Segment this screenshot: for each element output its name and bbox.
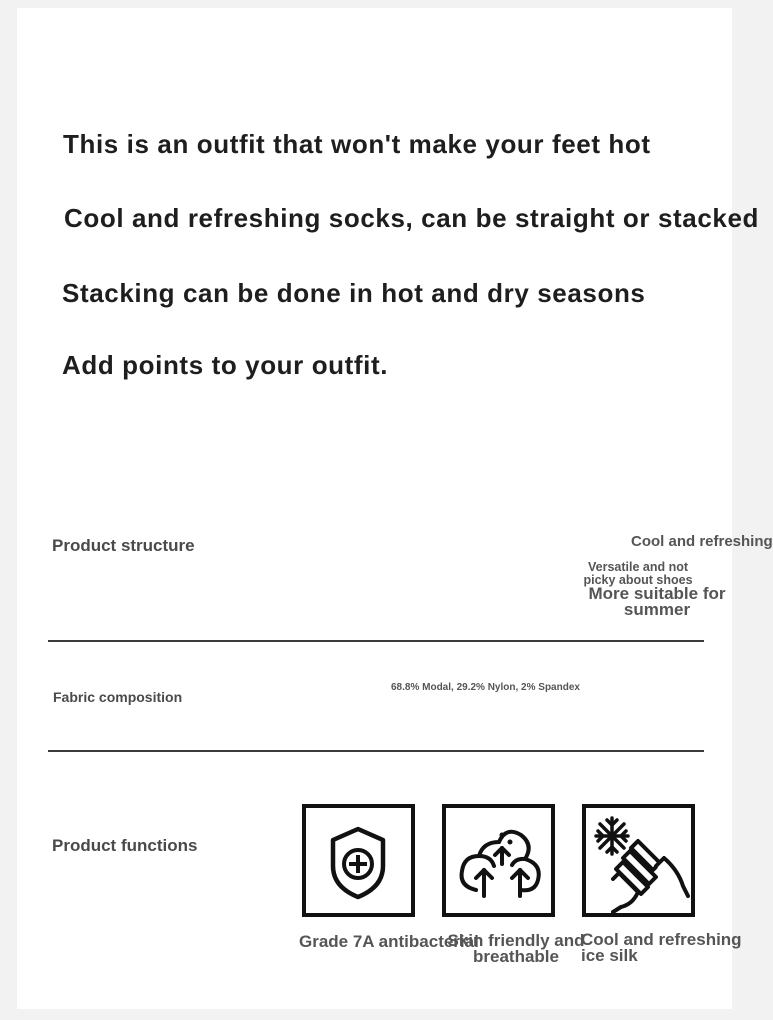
headline-2: Cool and refreshing socks, can be straight or stacked — [64, 203, 759, 233]
breathable-tile — [442, 804, 555, 917]
product-detail-sheet — [17, 8, 773, 1009]
feature-cool: Cool and refreshing — [631, 533, 773, 550]
headline-4: Add points to your outfit. — [62, 350, 389, 380]
caption-ice-silk — [581, 932, 756, 964]
feature-versatile: Versatile and not picky about shoes — [583, 560, 693, 587]
product-functions-label: Product functions — [52, 836, 198, 855]
caption-antibacterial: Grade 7A antibacterial — [299, 932, 479, 951]
feature-summer: More suitable for summer — [588, 584, 726, 619]
section-divider — [48, 640, 704, 642]
antibacterial-tile — [302, 804, 415, 917]
product-structure-label: Product structure — [52, 536, 195, 555]
headline-3: Stacking can be done in hot and dry seasons — [62, 278, 646, 308]
ice-silk-tile — [582, 804, 695, 917]
caption-breathable-text: Skin friendly and breathable — [447, 931, 585, 966]
snowflake-hand-icon — [586, 808, 691, 913]
caption-breathable — [441, 933, 591, 965]
section-divider — [48, 750, 704, 752]
shield-plus-icon — [306, 808, 411, 913]
fabric-composition-value: 68.8% Modal, 29.2% Nylon, 2% Spandex — [391, 682, 580, 693]
trees-breathable-icon — [446, 808, 551, 913]
fabric-composition-label: Fabric composition — [53, 689, 183, 705]
headline-1: This is an outfit that won't make your feet hot — [63, 129, 651, 159]
caption-ice-silk-text: Cool and refreshing ice silk — [581, 930, 742, 965]
